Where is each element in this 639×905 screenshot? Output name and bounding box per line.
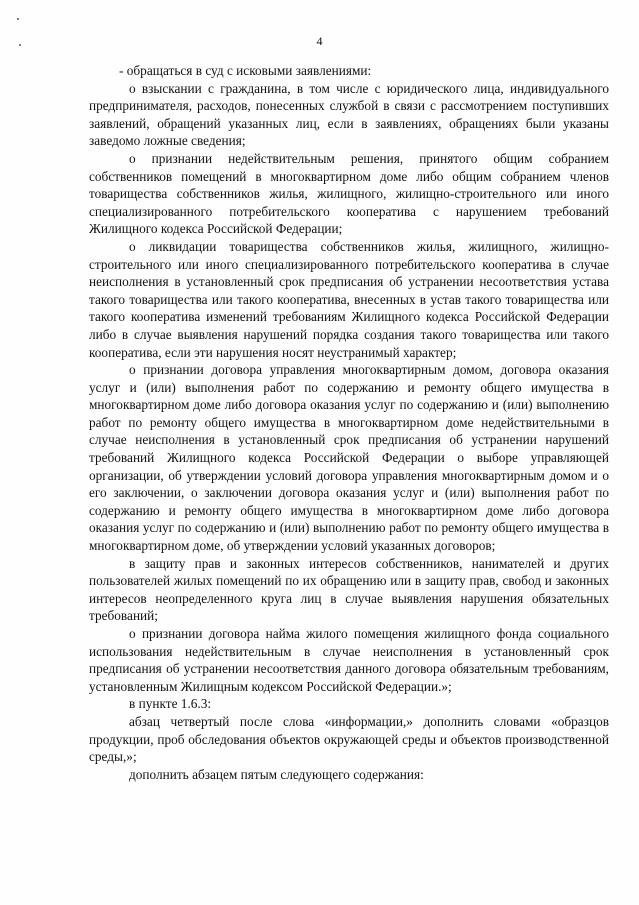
paragraph-8: в пункте 1.6.3: (129, 696, 212, 712)
document-body (89, 62, 609, 783)
paragraph-10: дополнить абзацем пятым следующего содержания: (129, 766, 424, 782)
paragraph-4: о ликвидации товарищества собственников жилья, жилищного, жилищно-строительного или иного специализированного потребительского кооператива в случае неисполнения в установленный срок предписания об устранении несоответствия устава такого товарищества или такого кооператива, внесенных в устав такого товарищества или такого кооператива изменений требованиям Жилищного кодекса Российской Федерации либо в случае выявления нарушений порядка создания такого товарищества или такого кооператива, если эти нарушения носят неустранимый характер; (89, 238, 609, 360)
page-number: 4 (316, 34, 323, 48)
paragraph-1: - обращаться в суд с исковыми заявлениями: (119, 63, 372, 78)
paragraph-3: о признании недействительным решения, принятого общим собранием собственников помещений в многоквартирном доме либо общим собранием членов товарищества собственников жилья, жилищного, жилищно-строительного или иного специализированного потребительского кооператива с нарушением требований Жилищного кодекса Российской Федерации; (89, 150, 609, 237)
scan-speck (17, 18, 19, 20)
paragraph-7: о признании договора найма жилого помещения жилищного фонда социального использования недействительным в случае неисполнения в установленный срок предписания об устранении несоответствия данного договора обязательным требованиям, установленным Жилищным кодексом Российской Федерации.»; (89, 626, 609, 694)
paragraph-6: в защиту прав и законных интересов собственников, нанимателей и других пользователей жилых помещений по их обращению или в защиту прав, свобод и законных интересов неопределенного круга лиц в случае выявления нарушения обязательных требований; (89, 555, 609, 624)
paragraph-5: о признании договора управления многоквартирным домом, договора оказания услуг и (или) выполнения работ по содержанию и ремонту общего имущества в многоквартирном доме либо договора оказания услуг по содержанию и (или) выполнению работ по ремонту общего имущества в многоквартирном доме недействительными в случае неисполнения в установленный срок предписания об устранении нарушений требований Жилищного кодекса Российской Федерации о выборе управляющей организации, об утверждении условий договора управления многоквартирным домом и о его заключении, о заключении договора оказания услуг и (или) выполнения работ по содержанию и ремонту общего имущества в многоквартирном доме либо договора оказания услуг по содержанию и (или) выполнению работ по ремонту общего имущества в многоквартирном доме, об утверждении условий указанных договоров; (89, 362, 609, 554)
paragraph-2: о взыскании с гражданина, в том числе с юридического лица, индивидуального предпринимателя, расходов, понесенных службой в связи с рассмотрением поступивших заявлений, обращений указанных лиц, если в заявлениях, обращениях были указаны заведомо ложные сведения; (89, 80, 609, 149)
paragraph-9: абзац четвертый после слова «информации,» дополнить словами «образцов продукции, проб обследования объектов окружающей среды и объектов производственной среды,»; (89, 713, 609, 765)
